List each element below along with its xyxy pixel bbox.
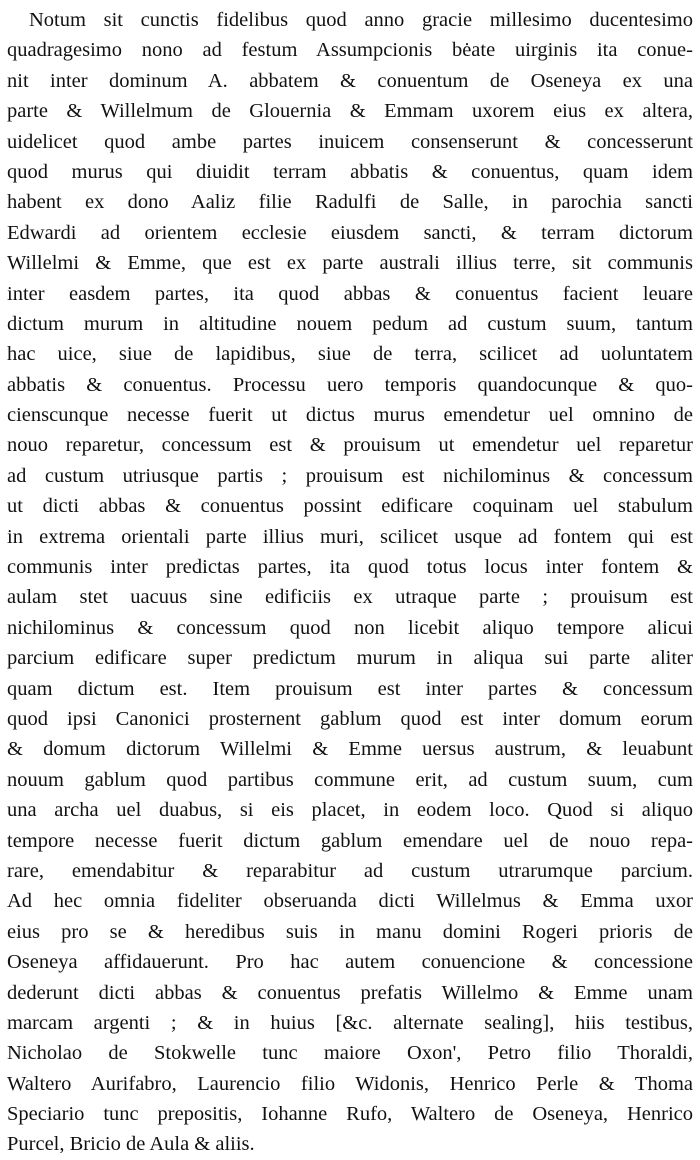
text-line: in extrema orientali parte illius muri, scilicet usque ad fontem qui est [7, 525, 693, 548]
text-line: nouum gablum quod partibus commune erit, ad custum suum, cum [7, 768, 693, 791]
text-line: ut dicti abbas & conuentus possint edificare coquinam uel stabulum [7, 495, 693, 518]
text-line: inter easdem partes, ita quod abbas & conuentus facient leuare [7, 282, 693, 305]
text-line: cienscunque necesse fuerit ut dictus murus emendetur uel omnino de [7, 404, 693, 427]
text-line: parte & Willelmum de Glouernia & Emmam uxorem eius ex altera, [7, 100, 693, 123]
text-line: nit inter dominum A. abbatem & conuentum de Oseneya ex una [7, 69, 693, 92]
text-line: Ad hec omnia fideliter obseruanda dicti Willelmus & Emma uxor [7, 890, 693, 913]
text-line: quam dictum est. Item prouisum est inter partes & concessum [7, 677, 693, 700]
text-line: hac uice, siue de lapidibus, siue de terra, scilicet ad uoluntatem [7, 343, 693, 366]
text-line: Speciario tunc prepositis, Iohanne Rufo, Waltero de Oseneya, Henrico [7, 1103, 693, 1126]
text-line: aulam stet uacuus sine edificiis ex utraque parte ; prouisum est [7, 586, 693, 609]
text-line: uidelicet quod ambe partes inuicem consenserunt & concesserunt [7, 130, 693, 153]
text-line: marcam argenti ; & in huius [&c. alternate sealing], hiis testibus, [7, 1011, 693, 1034]
text-line: Nicholao de Stokwelle tunc maiore Oxon', Petro filio Thoraldi, [7, 1042, 693, 1065]
text-line: rare, emendabitur & reparabitur ad custum utrarumque parcium. [7, 859, 693, 882]
text-line: habent ex dono Aaliz filie Radulfi de Salle, in parochia sancti [7, 191, 693, 214]
text-line: Willelmi & Emme, que est ex parte australi illius terre, sit communis [7, 252, 693, 275]
text-line: Edwardi ad orientem ecclesie eiusdem sancti, & terram dictorum [7, 221, 693, 244]
text-line: abbatis & conuentus. Processu uero temporis quandocunque & quo- [7, 373, 693, 396]
text-line: communis inter predictas partes, ita quod totus locus inter fontem & [7, 556, 693, 579]
text-line: tempore necesse fuerit dictum gablum emendare uel de nouo repa- [7, 829, 693, 852]
text-line: quadragesimo nono ad festum Assumpcionis bėate uirginis ita conue- [7, 39, 693, 62]
text-line: Notum sit cunctis fidelibus quod anno gracie millesimo ducentesimo [29, 9, 693, 31]
text-line: Purcel, Bricio de Aula & aliis. [7, 1133, 255, 1156]
text-line: ad custum utriusque partis ; prouisum est nichilominus & concessum [7, 464, 693, 487]
text-line: Oseneya affidauerunt. Pro hac autem conuencione & concessione [7, 951, 693, 974]
text-line: una archa uel duabus, si eis placet, in eodem loco. Quod si aliquo [7, 799, 693, 822]
text-line: dederunt dicti abbas & conuentus prefatis Willelmo & Emme unam [7, 981, 693, 1004]
text-line: & domum dictorum Willelmi & Emme uersus austrum, & leuabunt [7, 738, 693, 761]
text-line: Waltero Aurifabro, Laurencio filio Widonis, Henrico Perle & Thoma [7, 1072, 693, 1095]
text-line: dictum murum in altitudine nouem pedum ad custum suum, tantum [7, 312, 693, 335]
text-line: eius pro se & heredibus suis in manu domini Rogeri prioris de [7, 920, 693, 943]
text-line: parcium edificare super predictum murum in aliqua sui parte aliter [7, 647, 693, 670]
text-line: nichilominus & concessum quod non licebit aliquo tempore alicui [7, 616, 693, 639]
text-line: quod ipsi Canonici prosternent gablum quod est inter domum eorum [7, 707, 693, 730]
charter-text-block [7, 5, 693, 1160]
text-line: quod murus qui diuidit terram abbatis & conuentus, quam idem [7, 160, 693, 183]
text-line: nouo reparetur, concessum est & prouisum ut emendetur uel reparetur [7, 434, 693, 457]
